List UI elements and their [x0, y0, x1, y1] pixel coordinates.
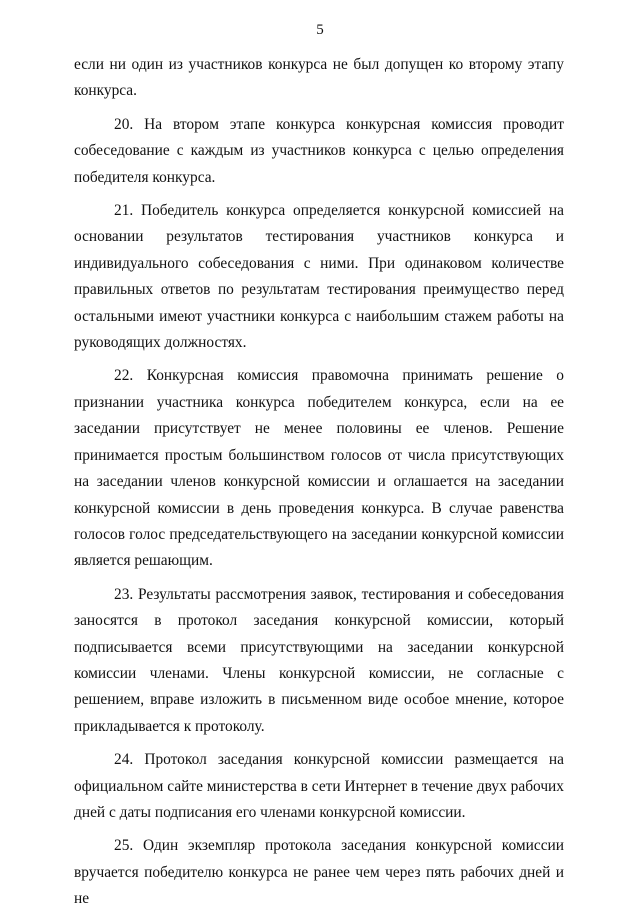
document-body — [74, 52, 564, 920]
page-number: 5 — [316, 22, 324, 38]
paragraph-20: 20. На втором этапе конкурса конкурсная комиссия проводит собеседование с каждым из участников конкурса с целью определения победителя конкурса. — [74, 115, 564, 186]
paragraph-25: 25. Один экземпляр протокола заседания конкурсной комиссии вручается победителю конкурса не ранее чем через пять рабочих дней и не — [74, 837, 564, 908]
paragraph-23: 23. Результаты рассмотрения заявок, тестирования и собеседования заносятся в протокол заседания конкурсной комиссии, который подписывается всеми присутствующими на заседании конкурсной комиссии членами. Члены конкурсной комиссии, не согласные с решением, вправе изложить в письменном виде особое мнение, которое прикладывается к протоколу. — [74, 585, 564, 735]
paragraph-22: 22. Конкурсная комиссия правомочна принимать решение о признании участника конкурса победителем конкурса, если на ее заседании присутствует не менее половины ее членов. Решение принимается простым большинством голосов от числа присутствующих на заседании членов конкурсной комиссии и оглашается на заседании конкурсной комиссии в день проведения конкурса. В случае равенства голосов голос председательствующего на заседании конкурсной комиссии является решающим. — [74, 367, 564, 570]
paragraph-continuation: если ни один из участников конкурса не был допущен ко второму этапу конкурса. — [74, 56, 564, 100]
paragraph-21: 21. Победитель конкурса определяется конкурсной комиссией на основании результатов тестирования участников конкурса и индивидуального собеседования с ними. При одинаковом количестве правильных ответов по результатам тестирования преимущество перед остальными имеют участники конкурса с наибольшим стажем работы на руководящих должностях. — [74, 202, 564, 352]
paragraph-24: 24. Протокол заседания конкурсной комиссии размещается на официальном сайте министерства в сети Интернет в течение двух рабочих дней с даты подписания его членами конкурсной комиссии. — [74, 751, 564, 821]
